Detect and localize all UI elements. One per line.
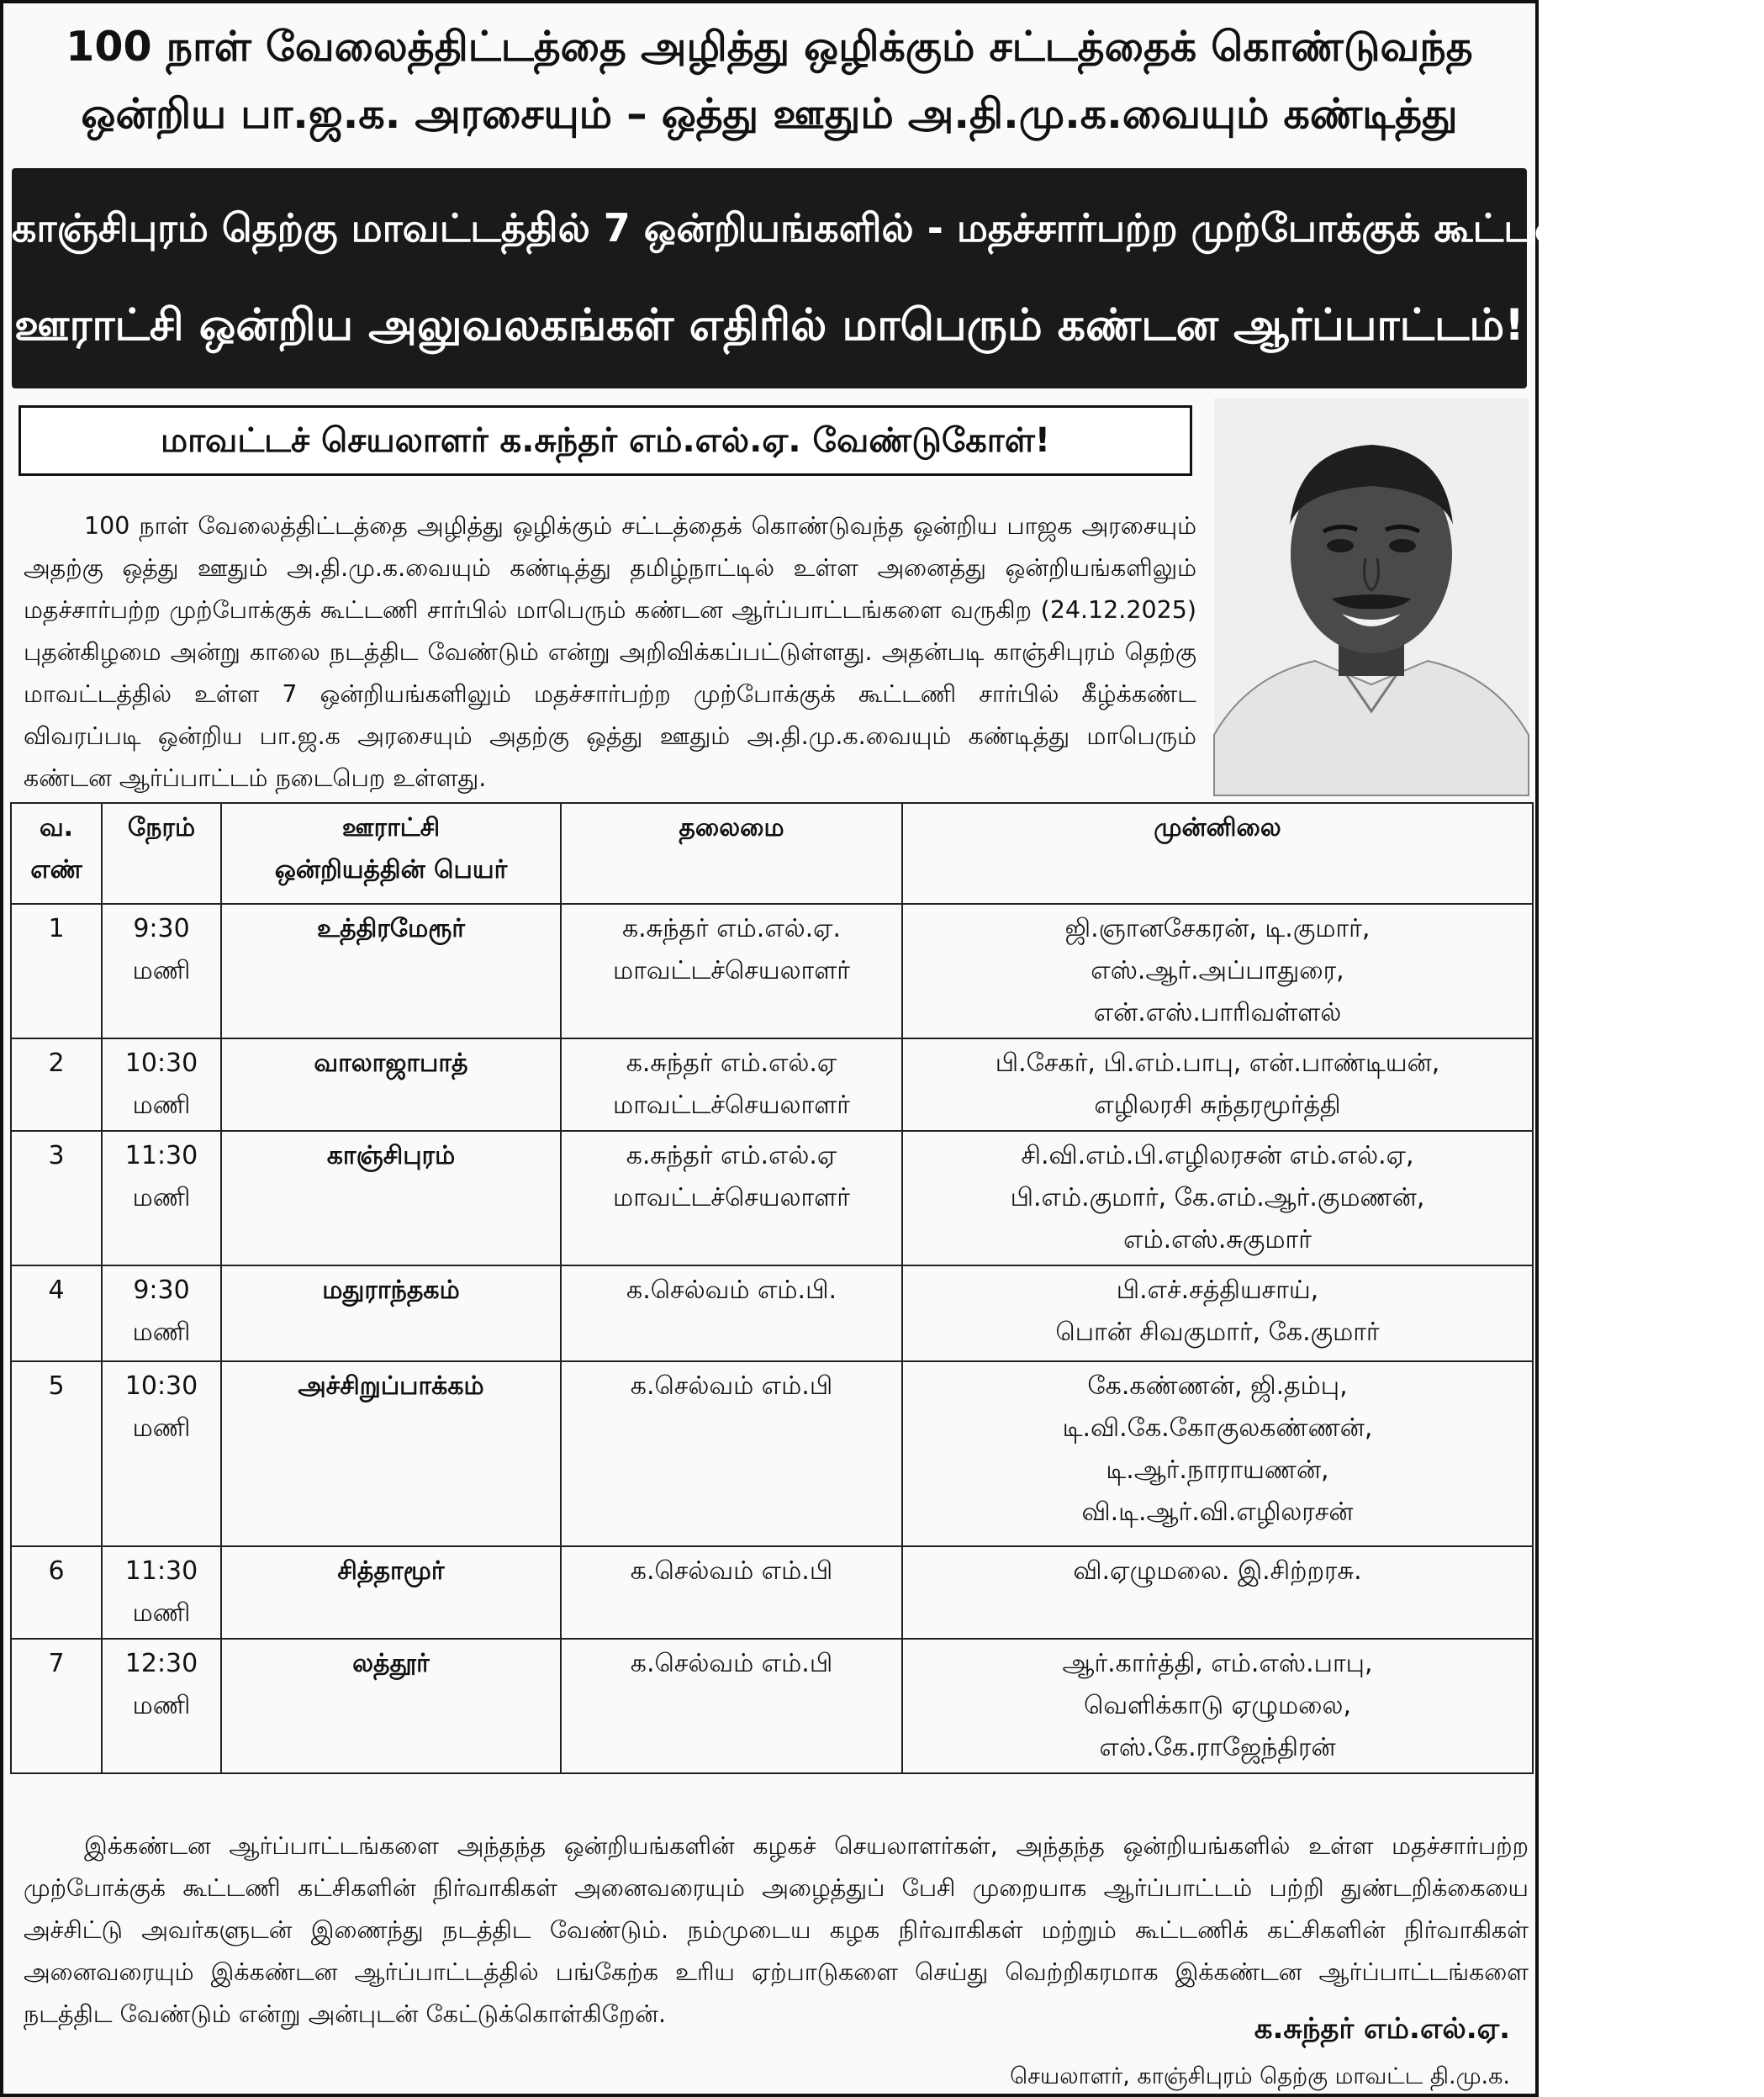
presence-line: என்.எஸ்.பாரிவள்ளல் (1093, 998, 1342, 1027)
time-value: 11:30 (124, 1141, 198, 1170)
presided-line: க.செல்வம் எம்.பி (630, 1556, 833, 1586)
presided-line: க.சுந்தர் எம்.எல்.ஏ (626, 1048, 837, 1078)
headline-line-1: 100 நாள் வேலைத்திட்டத்தை அழித்து ஒழிக்கும் சட்டத்தைக் கொண்டுவந்த (66, 23, 1473, 71)
appeal-title: மாவட்டச் செயலாளர் க.சுந்தர் எம்.எல்.ஏ. வேண்டுகோள்! (18, 405, 1192, 476)
cell-serial: 2 (11, 1038, 102, 1131)
time-value: 11:30 (124, 1556, 198, 1586)
header-presided-by: தலைமை (561, 803, 902, 904)
banner-line-2: ஊராட்சி ஒன்றிய அலுவலகங்கள் எதிரில் மாபெரும் கண்டன ஆர்ப்பாட்டம்! (14, 300, 1524, 351)
table-row (11, 1131, 1533, 1265)
cell-presided-by (561, 1265, 902, 1361)
cell-in-presence-of (902, 1361, 1533, 1546)
time-unit: மணி (132, 1091, 191, 1120)
cell-time (102, 1546, 221, 1639)
signature-title: செயலாளர், காஞ்சிபுரம் தெற்கு மாவட்ட தி.மு.க. (1010, 2063, 1510, 2089)
presence-line: எஸ்.ஆர்.அப்பாதுரை, (1091, 956, 1344, 985)
cell-time (102, 1131, 221, 1265)
cell-union-name: அச்சிறுப்பாக்கம் (221, 1361, 561, 1546)
cell-in-presence-of (902, 1639, 1533, 1773)
cell-presided-by (561, 1546, 902, 1639)
table-row (11, 1639, 1533, 1773)
cell-in-presence-of (902, 1038, 1533, 1131)
header-union-name (221, 803, 561, 904)
header-union-line: ஊராட்சி (341, 813, 441, 842)
cell-presided-by (561, 1038, 902, 1131)
cell-serial: 5 (11, 1361, 102, 1546)
time-value: 10:30 (124, 1371, 198, 1401)
intro-paragraph: 100 நாள் வேலைத்திட்டத்தை அழித்து ஒழிக்கும் சட்டத்தைக் கொண்டுவந்த ஒன்றிய பாஜக அரசையும் அதற்கு ஒத்து ஊதும் அ.தி.மு.க.வையும் கண்டித்து தமிழ்நாட்டில் உள்ள அனைத்து ஒன்றியங்களிலும் மதச்சார்பற்ற முற்போக்குக் கூட்டணி சார்பில் மாபெரும் கண்டன ஆர்ப்பாட்டங்களை வருகிற (24.12.2025) புதன்கிழமை அன்று காலை நடத்திட வேண்டும் என்று அறிவிக்கப்பட்டுள்ளது. அதன்படி காஞ்சிபுரம் தெற்கு மாவட்டத்தில் உள்ள 7 ஒன்றியங்களிலும் மதச்சார்பற்ற முற்போக்குக் கூட்டணி சார்பில் கீழ்க்கண்ட விவரப்படி ஒன்றிய பா.ஜ.க அரசையும் அதற்கு ஒத்து ஊதும் அ.தி.மு.க.வையும் கண்டித்து மாபெரும் கண்டன ஆர்ப்பாட்டம் நடைபெற உள்ளது. (24, 511, 1196, 792)
cell-serial: 7 (11, 1639, 102, 1773)
time-unit: மணி (132, 1413, 191, 1443)
table-row (11, 1546, 1533, 1639)
cell-in-presence-of (902, 1265, 1533, 1361)
table-row (11, 1038, 1533, 1131)
presence-line: கே.கண்ணன், ஜி.தம்பு, (1087, 1371, 1348, 1401)
header-serial-line: வ. (39, 813, 74, 842)
presided-line: க.செல்வம் எம்.பி. (626, 1276, 837, 1305)
presided-line: க.செல்வம் எம்.பி (630, 1649, 833, 1678)
presence-line: வி.டி.ஆர்.வி.எழிலரசன் (1081, 1497, 1354, 1527)
presided-line: மாவட்டச்செயலாளர் (613, 1183, 850, 1212)
time-value: 9:30 (133, 914, 190, 943)
time-unit: மணி (132, 956, 191, 985)
table-row (11, 1265, 1533, 1361)
table-header-row (11, 803, 1533, 904)
headline-line-2: ஒன்றிய பா.ஜ.க. அரசையும் – ஒத்து ஊதும் அ.தி.மு.க.வையும் கண்டித்து (81, 90, 1458, 138)
presence-line: பி.எச்.சத்தியசாய், (1116, 1276, 1319, 1305)
presence-line: பொன் சிவகுமார், கே.குமார் (1055, 1318, 1380, 1347)
cell-presided-by (561, 1361, 902, 1546)
time-value: 10:30 (124, 1048, 198, 1078)
banner-line-1: காஞ்சிபுரம் தெற்கு மாவட்டத்தில் 7 ஒன்றியங்களில் - மதச்சார்பற்ற முற்போக்குக் கூட்டணி சார்பில் - (12, 205, 1764, 251)
presided-line: க.சுந்தர் எம்.எல்.ஏ. (621, 914, 842, 943)
table-row (11, 904, 1533, 1038)
header-serial-line: எண் (30, 855, 82, 885)
cell-presided-by (561, 904, 902, 1038)
cell-in-presence-of (902, 904, 1533, 1038)
cell-union-name: வாலாஜாபாத் (221, 1038, 561, 1131)
time-unit: மணி (132, 1318, 191, 1347)
cell-union-name: மதுராந்தகம் (221, 1265, 561, 1361)
presence-line: பி.சேகர், பி.எம்.பாபு, என்.பாண்டியன், (995, 1048, 1440, 1078)
time-unit: மணி (132, 1183, 191, 1212)
presence-line: எம்.எஸ்.சுகுமார் (1123, 1225, 1312, 1255)
cell-union-name: சித்தாமூர் (221, 1546, 561, 1639)
presence-line: ஆர்.கார்த்தி, எம்.எஸ்.பாபு, (1062, 1649, 1373, 1678)
cell-time (102, 1361, 221, 1546)
table-row (11, 1361, 1533, 1546)
time-unit: மணி (132, 1691, 191, 1720)
portrait-illustration (1214, 399, 1529, 795)
cell-time (102, 1038, 221, 1131)
time-value: 9:30 (133, 1276, 190, 1305)
secretary-portrait-photo (1214, 399, 1529, 795)
cell-time (102, 1265, 221, 1361)
header-time: நேரம் (102, 803, 221, 904)
cell-presided-by (561, 1131, 902, 1265)
presence-line: எழிலரசி சுந்தரமூர்த்தி (1094, 1091, 1341, 1120)
closing-paragraph: இக்கண்டன ஆர்ப்பாட்டங்களை அந்தந்த ஒன்றியங்களின் கழகச் செயலாளர்கள், அந்தந்த ஒன்றியங்களில் உள்ள மதச்சார்பற்ற முற்போக்குக் கூட்டணி கட்சிகளின் நிர்வாகிகள் அனைவரையும் அழைத்துப் பேசி முறையாக ஆர்ப்பாட்டம் பற்றி துண்டறிக்கையை அச்சிட்டு அவர்களுடன் இணைந்து நடத்திட வேண்டும். நம்முடைய கழக நிர்வாகிகள் மற்றும் கூட்டணிக் கட்சிகளின் நிர்வாகிகள் அனைவரையும் இக்கண்டன ஆர்ப்பாட்டத்தில் பங்கேற்க உரிய ஏற்பாடுகளை செய்து வெற்றிகரமாக இக்கண்டன ஆர்ப்பாட்டங்களை நடத்திட வேண்டும் என்று அன்புடன் கேட்டுக்கொள்கிறேன். (24, 1831, 1529, 2028)
cell-in-presence-of (902, 1131, 1533, 1265)
presence-line: டி.வி.கே.கோகுலகண்ணன், (1062, 1413, 1373, 1443)
presence-line: சி.வி.எம்.பி.எழிலரசன் எம்.எல்.ஏ, (1021, 1141, 1414, 1170)
time-value: 12:30 (124, 1649, 198, 1678)
presence-line: எஸ்.கே.ராஜேந்திரன் (1099, 1733, 1336, 1762)
cell-time (102, 1639, 221, 1773)
cell-time (102, 904, 221, 1038)
presence-line: வி.ஏழுமலை. இ.சிற்றரசு. (1073, 1556, 1362, 1586)
cell-union-name: காஞ்சிபுரம் (221, 1131, 561, 1265)
header-in-presence-of: முன்னிலை (902, 803, 1533, 904)
cell-serial: 1 (11, 904, 102, 1038)
cell-in-presence-of (902, 1546, 1533, 1639)
presided-line: மாவட்டச்செயலாளர் (613, 956, 850, 985)
header-serial-number (11, 803, 102, 904)
presided-line: க.சுந்தர் எம்.எல்.ஏ (626, 1141, 837, 1170)
presence-line: வெளிக்காடு ஏழுமலை, (1084, 1691, 1351, 1720)
presence-line: பி.எம்.குமார், கே.எம்.ஆர்.குமணன், (1010, 1183, 1425, 1212)
protest-schedule-table (10, 802, 1534, 1774)
cell-serial: 6 (11, 1546, 102, 1639)
header-union-line: ஒன்றியத்தின் பெயர் (274, 855, 508, 885)
cell-union-name: லத்தூர் (221, 1639, 561, 1773)
protest-banner (12, 168, 1764, 388)
presence-line: டி.ஆர்.நாராயணன், (1106, 1455, 1329, 1485)
presided-line: மாவட்டச்செயலாளர் (613, 1091, 850, 1120)
cell-serial: 3 (11, 1131, 102, 1265)
cell-serial: 4 (11, 1265, 102, 1361)
presided-line: க.செல்வம் எம்.பி (630, 1371, 833, 1401)
presence-line: ஜி.ஞானசேகரன், டி.குமார், (1064, 914, 1371, 943)
signature-name: க.சுந்தர் எம்.எல்.ஏ. (1254, 2012, 1510, 2046)
cell-union-name: உத்திரமேரூர் (221, 904, 561, 1038)
time-unit: மணி (132, 1598, 191, 1628)
cell-presided-by (561, 1639, 902, 1773)
